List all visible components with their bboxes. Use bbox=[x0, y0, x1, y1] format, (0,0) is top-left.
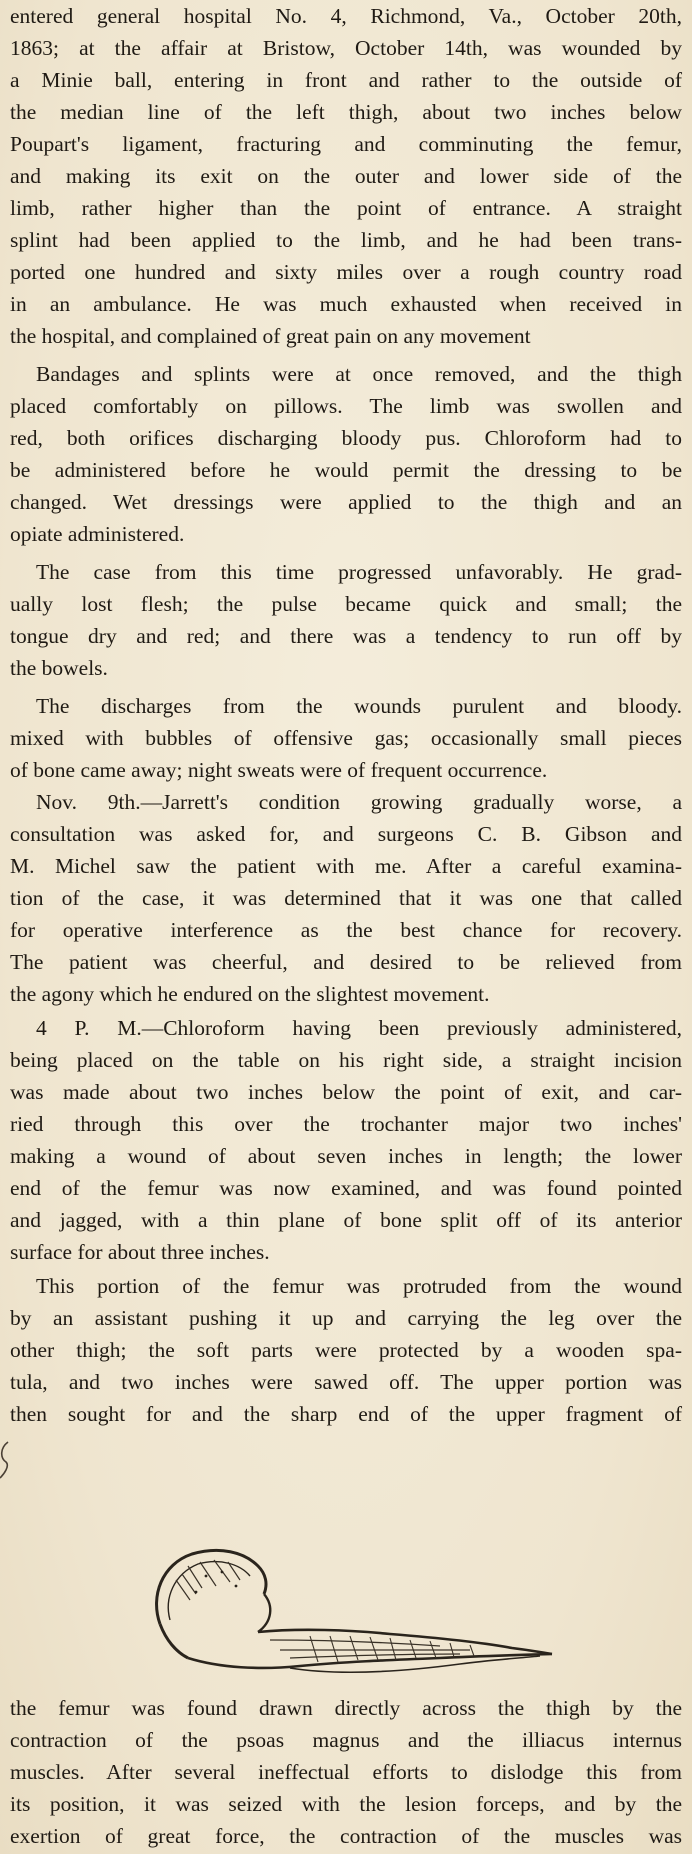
text-line: entered general hospital No. 4, Richmond, Va., October 20th, bbox=[10, 4, 682, 28]
text-line: opiate administered. bbox=[10, 522, 185, 546]
text-line: mixed with bubbles of offensive gas; occasionally small pieces bbox=[10, 726, 682, 750]
text-line: ried through this over the trochanter major two inches' bbox=[10, 1112, 682, 1136]
text-line: 1863; at the affair at Bristow, October 14th, was wounded by bbox=[10, 36, 682, 60]
text-line: muscles. After several ineffectual efforts to dislodge this from bbox=[10, 1760, 682, 1784]
text-line: the hospital, and complained of great pain on any movement bbox=[10, 324, 531, 348]
text-line: being placed on the table on his right side, a straight incision bbox=[10, 1048, 682, 1072]
text-line: the median line of the left thigh, about two inches below bbox=[10, 100, 682, 124]
text-line: other thigh; the soft parts were protected by a wooden spa- bbox=[10, 1338, 682, 1362]
text-line: changed. Wet dressings were applied to the thigh and an bbox=[10, 490, 682, 514]
text-line: tion of the case, it was determined that it was one that called bbox=[10, 886, 682, 910]
text-line: ported one hundred and sixty miles over a rough country road bbox=[10, 260, 682, 284]
text-line: the bowels. bbox=[10, 656, 108, 680]
text-line: tula, and two inches were sawed off. The upper portion was bbox=[10, 1370, 682, 1394]
text-line: and making its exit on the outer and lower side of the bbox=[10, 164, 682, 188]
text-line: ually lost flesh; the pulse became quick and small; the bbox=[10, 592, 682, 616]
text-line: M. Michel saw the patient with me. After a careful examina- bbox=[10, 854, 682, 878]
text-line: contraction of the psoas magnus and the illiacus internus bbox=[10, 1728, 682, 1752]
text-line: end of the femur was now examined, and was found pointed bbox=[10, 1176, 682, 1200]
text-line: red, both orifices discharging bloody pus. Chloroform had to bbox=[10, 426, 682, 450]
text-line: Poupart's ligament, fracturing and comminuting the femur, bbox=[10, 132, 682, 156]
text-line: tongue dry and red; and there was a tendency to run off by bbox=[10, 624, 682, 648]
text-line: be administered before he would permit the dressing to be bbox=[10, 458, 682, 482]
text-line: The patient was cheerful, and desired to be relieved from bbox=[10, 950, 682, 974]
text-line: the femur was found drawn directly across the thigh by the bbox=[10, 1696, 682, 1720]
text-line: consultation was asked for, and surgeons C. B. Gibson and bbox=[10, 822, 682, 846]
text-line: making a wound of about seven inches in length; the lower bbox=[10, 1144, 682, 1168]
text-line: the agony which he endured on the slightest movement. bbox=[10, 982, 490, 1006]
text-line: its position, it was seized with the lesion forceps, and by the bbox=[10, 1792, 682, 1816]
paragraph-start: This portion of the femur was protruded from the wound bbox=[36, 1274, 682, 1298]
femur-bone-illustration bbox=[140, 1536, 560, 1686]
text-line: exertion of great force, the contraction of the muscles was bbox=[10, 1824, 682, 1848]
paragraph-start: 4 P. M.—Chloroform having been previously administered, bbox=[36, 1016, 682, 1040]
text-line: was made about two inches below the point of exit, and car- bbox=[10, 1080, 682, 1104]
text-line: of bone came away; night sweats were of frequent occurrence. bbox=[10, 758, 548, 782]
text-line: then sought for and the sharp end of the upper fragment of bbox=[10, 1402, 682, 1426]
margin-pencil-mark bbox=[0, 1440, 12, 1480]
text-line: for operative interference as the best chance for recovery. bbox=[10, 918, 682, 942]
text-line: placed comfortably on pillows. The limb was swollen and bbox=[10, 394, 682, 418]
paragraph-start: Bandages and splints were at once removed, and the thigh bbox=[36, 362, 682, 386]
text-line: a Minie ball, entering in front and rather to the outside of bbox=[10, 68, 682, 92]
femur-fragment-drawing bbox=[140, 1536, 560, 1686]
paragraph-start: Nov. 9th.—Jarrett's condition growing gradually worse, a bbox=[36, 790, 682, 814]
text-line: splint had been applied to the limb, and he had been trans- bbox=[10, 228, 682, 252]
paragraph-start: The discharges from the wounds purulent and bloody. bbox=[36, 694, 682, 718]
text-line: surface for about three inches. bbox=[10, 1240, 270, 1264]
text-line: limb, rather higher than the point of entrance. A straight bbox=[10, 196, 682, 220]
text-line: in an ambulance. He was much exhausted when received in bbox=[10, 292, 682, 316]
text-line: by an assistant pushing it up and carrying the leg over the bbox=[10, 1306, 682, 1330]
text-line: and jagged, with a thin plane of bone split off of its anterior bbox=[10, 1208, 682, 1232]
paragraph-start: The case from this time progressed unfavorably. He grad- bbox=[36, 560, 682, 584]
